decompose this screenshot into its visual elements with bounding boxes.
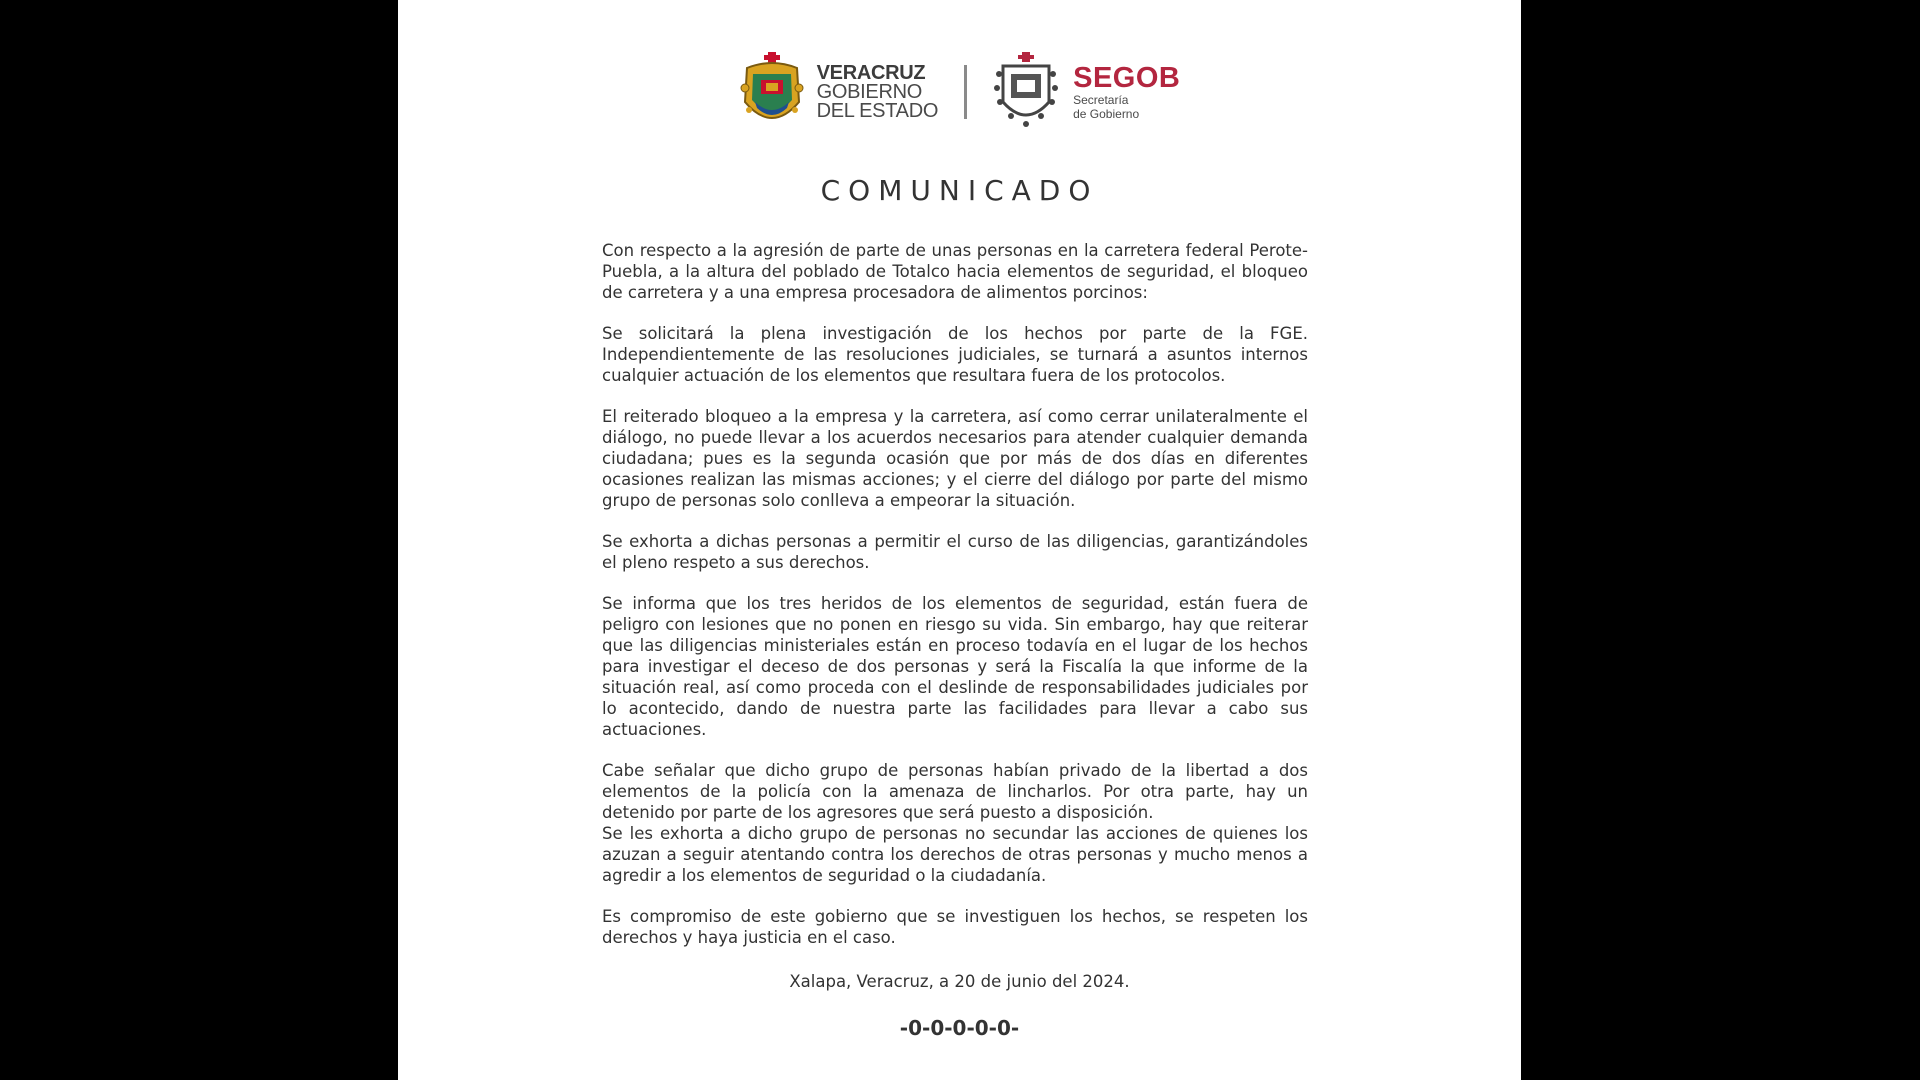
- veracruz-wordmark-line2: GOBIERNO: [816, 80, 923, 103]
- document-body: [602, 240, 1308, 968]
- document-title: COMUNICADO: [820, 174, 1099, 207]
- veracruz-logo: [739, 52, 938, 132]
- segob-logo: [993, 52, 1180, 132]
- end-mark: -0-0-0-0-0-: [899, 1016, 1020, 1040]
- segob-seal-icon: [993, 52, 1059, 132]
- segob-subtitle-line1: Secretaría: [1073, 93, 1129, 107]
- veracruz-wordmark-line3: DEL ESTADO: [816, 99, 939, 122]
- paragraph: Cabe señalar que dicho grupo de personas habían privado de la libertad a dos elementos de la policía con la amenaza de lincharlos. Por otra parte, hay un detenido por parte de los agresores que será puesto a disposición.: [602, 761, 1308, 822]
- segob-name: SEGOB: [1073, 62, 1181, 94]
- paragraph: Con respecto a la agresión de parte de unas personas en la carretera federal Perote-Puebla, a la altura del poblado de Totalco hacia elementos de seguridad, el bloqueo de carretera y a una empresa procesadora de alimentos porcinos:: [602, 241, 1308, 302]
- paragraph: Se solicitará la plena investigación de los hechos por parte de la FGE. Independientemente de las resoluciones judiciales, se turnará a asuntos internos cualquier actuación de los elementos que resultara fuera de los protocolos.: [602, 324, 1308, 385]
- segob-subtitle-line2: de Gobierno: [1073, 107, 1140, 121]
- logo-divider: [964, 65, 967, 119]
- place-date: Xalapa, Veracruz, a 20 de junio del 2024.: [789, 972, 1130, 991]
- paragraph: El reiterado bloqueo a la empresa y la carretera, así como cerrar unilateralmente el diálogo, no puede llevar a los acuerdos necesarios para atender cualquier demanda ciudadana; pues es la segunda ocasión que por más de dos días en diferentes ocasiones realizan las mismas acciones; y el cierre del diálogo por parte del mismo grupo de personas solo conlleva a empeorar la situación.: [602, 407, 1308, 510]
- veracruz-coat-of-arms-icon: [739, 52, 805, 132]
- paragraph: Se informa que los tres heridos de los elementos de seguridad, están fuera de peligro con lesiones que no ponen en riesgo su vida. Sin embargo, hay que reiterar que las diligencias ministeriales están en proceso todavía en el lugar de los hechos para investigar el deceso de dos personas y será la Fiscalía la que informe de la situación real, así como proceda con el deslinde de responsabilidades judiciales por lo acontecido, dando de nuestra parte las facilidades para llevar a cabo sus actuaciones.: [602, 594, 1308, 739]
- paragraph: Se exhorta a dichas personas a permitir el curso de las diligencias, garantizándoles el pleno respeto a sus derechos.: [602, 532, 1308, 572]
- header-logos: [398, 50, 1521, 134]
- veracruz-wordmark: [816, 61, 939, 122]
- paragraph: Se les exhorta a dicho grupo de personas no secundar las acciones de quienes los azuzan a seguir atentando contra los derechos de otras personas y mucho menos a agredir a los elementos de seguridad o la ciudadanía.: [602, 824, 1308, 885]
- paragraph: Es compromiso de este gobierno que se investiguen los hechos, se respeten los derechos y haya justicia en el caso.: [602, 907, 1308, 947]
- document-page: [398, 0, 1521, 1080]
- veracruz-wordmark-line1: VERACRUZ: [816, 61, 926, 84]
- segob-wordmark: [1073, 63, 1180, 121]
